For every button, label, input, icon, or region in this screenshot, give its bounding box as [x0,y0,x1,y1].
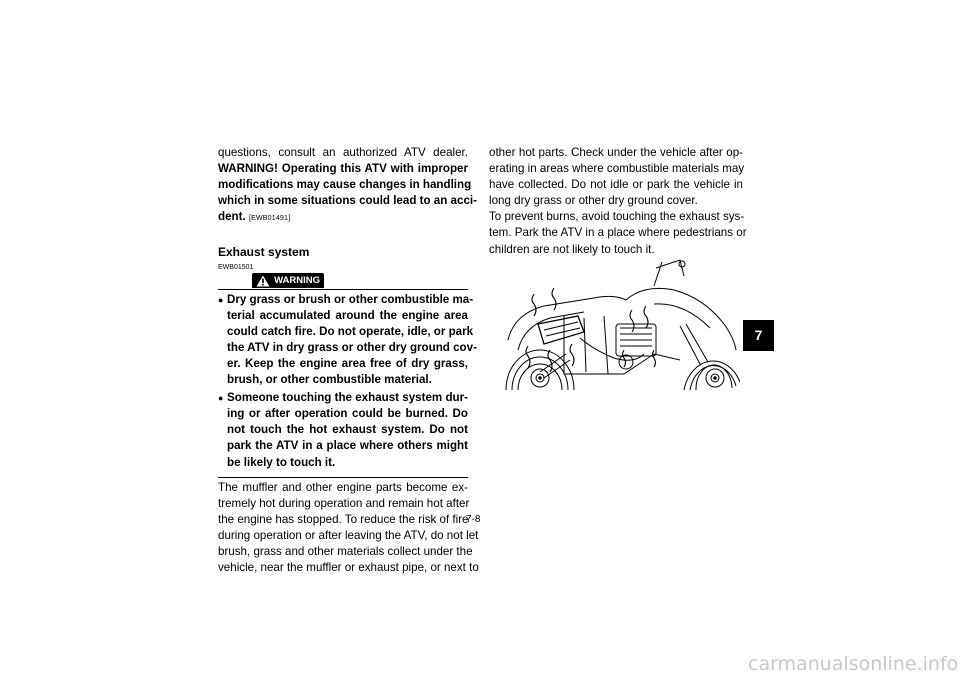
body-line: have collected. Do not idle or park the vehicle in [489,178,743,192]
page-number: 7-8 [466,514,481,525]
seat-line [518,312,584,350]
watermark: carmanualsonline.info [748,653,959,675]
chapter-tab: 7 [743,320,774,351]
warning-code: EWB01501 [218,263,254,271]
warning-bullet-2 [218,390,468,470]
body-line: the engine has stopped. To reduce the risk of fire [218,512,469,526]
intro-line: questions, consult an authorized ATV dealer. [218,146,468,159]
bullet-2-line: be likely to touch it. [227,455,336,469]
bullet-1-line: Dry grass or brush or other combustible ma- [227,292,474,306]
bullet-2-line: ing or after operation could be burned. Do [227,407,468,421]
bullet-2-line: park the ATV in a place where others might [227,439,468,453]
warning-inline-line-4: dent. [218,210,246,224]
body-line: children are not likely to touch it. [489,242,655,256]
body-line: brush, grass and other materials collect under the [218,544,473,558]
right-column [489,145,747,258]
warning-inline-code: [EWB01491] [248,215,291,223]
warning-inline-line-2: modifications may cause changes in handling [218,178,472,192]
body-line: during operation or after leaving the ATV, do not let [218,528,479,542]
body-line: other hot parts. Check under the vehicle after op- [489,146,743,159]
body-line: To prevent burns, avoid touching the exhaust sys- [489,210,745,224]
bullet-2-line: not touch the hot exhaust system. Do not [227,423,468,437]
body-line: tem. Park the ATV in a place where pedestrians or [489,226,747,240]
section-heading: Exhaust system [218,245,310,260]
bullet-1-line: the ATV in dry grass or other dry ground cov- [227,340,477,354]
fender-detail [654,304,710,328]
warning-end-rule [218,477,468,478]
warning-triangle-icon [256,275,270,287]
warning-bullet-1 [218,292,477,389]
body-line: long dry grass or other dry ground cover. [489,194,698,208]
exhaust-pipe [580,338,644,360]
warning-inline-line-1: WARNING! Operating this ATV with improper [218,162,468,176]
bullet-1-line: could catch fire. Do not operate, idle, or park [227,324,474,338]
warning-banner [218,273,468,290]
warning-label: WARNING [252,273,324,288]
body-line: The muffler and other engine parts become ex- [218,480,468,494]
body-line: erating in areas where combustible materials may [489,162,745,176]
body-line: tremely hot during operation and remain hot after [218,496,470,510]
bullet-1-line: terial accumulated around the engine area [227,308,468,322]
front-wheel [684,361,740,390]
bullet-1-line: brush, or other combustible material. [227,373,432,387]
muffler-detail [544,322,580,336]
engine-fins [620,328,652,346]
atv-illustration [504,254,740,394]
bullet-dot-icon: ● [218,294,224,305]
frame-tubes [584,316,608,374]
body-line: vehicle, near the muffler or exhaust pipe, or next to [218,561,479,575]
bullet-1-line: er. Keep the engine area free of dry grass, [227,356,468,370]
front-suspension [680,324,708,364]
front-fender [626,288,736,350]
bullet-2-line: Someone touching the exhaust system dur- [227,391,468,405]
warning-inline-line-3: which in some situations could lead to an acci- [218,194,477,208]
bullet-dot-icon: ● [218,393,224,404]
